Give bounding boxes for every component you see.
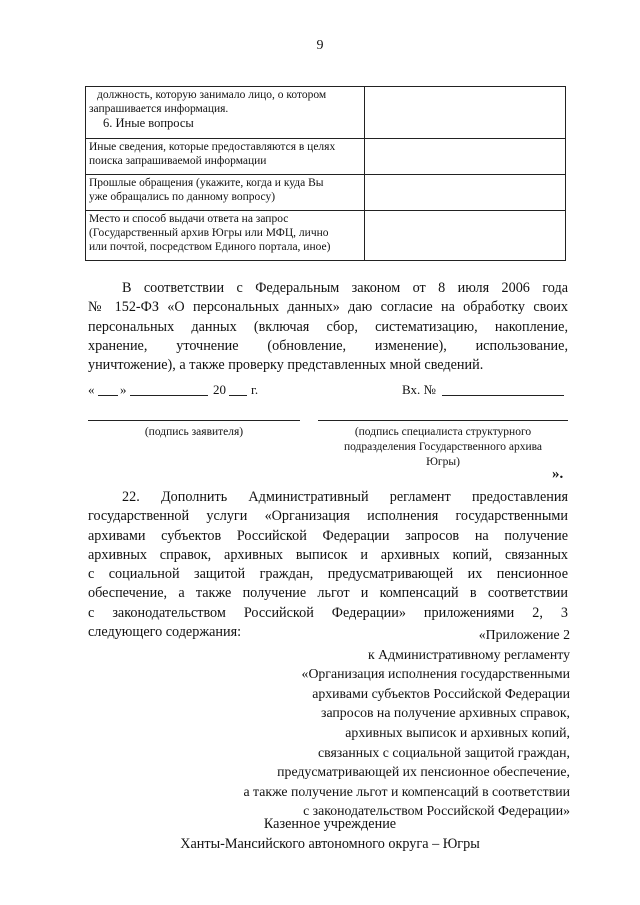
date-close-quote: » xyxy=(120,382,127,397)
paragraph-line: архивных справок, архивных выписок и архивных копий, связанных xyxy=(88,546,568,563)
cell-line: поиска запрашиваемой информации xyxy=(89,155,267,167)
cell-line: (Государственный архив Югры или МФЦ, лично xyxy=(89,227,329,239)
closing-quote: ». xyxy=(552,466,564,482)
paragraph-line: № 152-ФЗ «О персональных данных» даю согласие на обработку своих xyxy=(88,299,568,316)
caption-line: подразделения Государственного архива xyxy=(343,441,543,453)
appendix-line: предусматривающей их пенсионное обеспечение, xyxy=(277,764,570,780)
specialist-signature-caption xyxy=(318,425,568,470)
table-row xyxy=(86,211,566,261)
appendix-line: с законодательством Российской Федерации» xyxy=(303,803,570,819)
table-cell-label xyxy=(86,139,365,175)
appendix-line: связанных с социальной защитой граждан, xyxy=(317,744,570,760)
specialist-signature-line[interactable] xyxy=(318,420,568,421)
paragraph-line: В соответствии с Федеральным законом от 8 июля 2006 года xyxy=(122,280,568,296)
consent-paragraph xyxy=(88,279,568,375)
page-number: 9 xyxy=(316,38,324,53)
appendix-line: а также получение льгот и компенсаций в соответствии xyxy=(243,783,570,799)
table-cell-label xyxy=(86,87,365,139)
paragraph-line: персональных данных (включая сбор, систематизацию, накопление, xyxy=(88,318,568,335)
year-suffix: г. xyxy=(251,382,259,397)
table-row xyxy=(86,139,566,175)
paragraph-line: обеспечение, а также получение льгот и компенсаций в соответствии xyxy=(88,585,568,602)
table-cell-answer[interactable] xyxy=(365,175,566,211)
cell-line: Иные сведения, которые предоставляются в целях xyxy=(89,141,336,153)
cell-line: уже обращались по данному вопросу) xyxy=(89,191,276,203)
incoming-number-blank[interactable] xyxy=(442,395,564,396)
institution-line: Казенное учреждение xyxy=(263,816,397,832)
paragraph-line: следующего содержания: xyxy=(88,624,242,641)
applicant-signature-line[interactable] xyxy=(88,420,300,421)
year-prefix: 20 xyxy=(213,382,226,397)
paragraph-line: 22. Дополнить Административный регламент предоставления xyxy=(122,489,568,505)
month-blank[interactable] xyxy=(130,395,208,396)
table-row xyxy=(86,87,566,139)
appendix-line: архивами субъектов Российской Федерации xyxy=(312,685,570,701)
cell-line: или почтой, посредством Единого портала, иное) xyxy=(89,241,331,253)
paragraph-line: с законодательством Российской Федерации» приложениями 2, 3 xyxy=(88,604,568,621)
table-cell-answer[interactable] xyxy=(365,87,566,139)
appendix-line: запросов на получение архивных справок, xyxy=(321,705,570,721)
table-cell-answer[interactable] xyxy=(365,139,566,175)
paragraph-line: с социальной защитой граждан, предусматривающей их пенсионное xyxy=(88,566,568,583)
paragraph-line: государственной услуги «Организация исполнения государственными xyxy=(88,508,568,525)
appendix-header xyxy=(150,625,570,821)
table-cell-label xyxy=(86,175,365,211)
cell-line: Место и способ выдачи ответа на запрос xyxy=(89,213,289,225)
request-form-table xyxy=(85,86,566,261)
appendix-line: «Приложение 2 xyxy=(478,627,570,642)
paragraph-line: архивами субъектов Российской Федерации запросов на получение xyxy=(88,527,568,544)
amendment-paragraph xyxy=(88,488,568,642)
paragraph-line: хранение, уточнение (обновление, изменение), использование, xyxy=(88,337,568,354)
institution-name xyxy=(0,814,640,854)
appendix-line: к Административному регламенту xyxy=(367,646,570,662)
appendix-line: архивных выписок и архивных копий, xyxy=(345,724,570,740)
caption-line: Югры) xyxy=(426,456,460,468)
incoming-number-label: Вх. № xyxy=(402,382,436,397)
cell-line: 6. Иные вопросы xyxy=(103,116,194,130)
caption-line: (подпись специалиста структурного xyxy=(354,426,532,438)
appendix-line: «Организация исполнения государственными xyxy=(301,666,570,682)
cell-line: Прошлые обращения (укажите, когда и куда Вы xyxy=(89,177,324,189)
cell-line: должность, которую занимало лицо, о котором xyxy=(97,89,327,101)
table-cell-label xyxy=(86,211,365,261)
applicant-signature-caption: (подпись заявителя) xyxy=(144,426,244,438)
day-blank[interactable] xyxy=(98,395,118,396)
table-cell-answer[interactable] xyxy=(365,211,566,261)
institution-line: Ханты-Мансийского автономного округа – Югры xyxy=(180,836,480,852)
date-open-quote: « xyxy=(88,382,95,397)
paragraph-line: уничтожение), а также проверку представленных мной сведений. xyxy=(88,357,484,374)
year-blank[interactable] xyxy=(229,395,247,396)
cell-line: запрашивается информация. xyxy=(89,103,229,115)
table-row xyxy=(86,175,566,211)
